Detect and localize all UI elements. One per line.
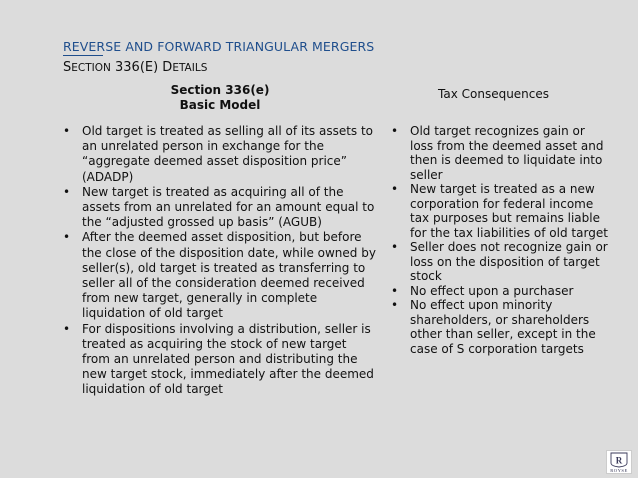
left-bullet-item [63, 124, 376, 185]
right-bullet-item [391, 124, 609, 182]
bullet-text: New target is treated as a new corporation for federal income tax purposes but remains liable for the tax liabilities of old target [410, 182, 608, 240]
royse-logo-mark [607, 451, 631, 473]
right-bullet-item [391, 298, 609, 356]
bullet-icon: • [63, 230, 71, 245]
subtitle-part: ETAILS [172, 62, 208, 74]
left-bullet-list [63, 124, 376, 398]
kicker-underline [63, 55, 103, 56]
slide-kicker: REVERSE AND FORWARD TRIANGULAR MERGERS [63, 39, 375, 54]
subtitle-part: S [63, 60, 72, 75]
bullet-text: No effect upon minority shareholders, or shareholders other than seller, except in the case of S corporation targets [410, 298, 596, 356]
left-bullet-item [63, 230, 376, 321]
subtitle-part: 336(E) D [110, 60, 173, 75]
bullet-icon: • [391, 124, 399, 138]
subtitle-part: ECTION [71, 62, 111, 74]
svg-text:R: R [615, 455, 623, 466]
bullet-text: For dispositions involving a distribution, seller is treated as acquiring the stock of new target from an unrelated person and distributing the new target stock, immediately after the deemed liquidation of old target [82, 321, 374, 397]
bullet-text: New target is treated as acquiring all of the assets from an unrelated for an amount equal to the “adjusted grossed up basis” (AGUB) [82, 184, 375, 230]
left-bullet-item [63, 322, 376, 398]
bullet-icon: • [63, 321, 71, 336]
bullet-icon: • [391, 283, 399, 298]
right-bullet-item [391, 182, 609, 240]
left-heading-line1: Section 336(e) [170, 83, 270, 97]
bullet-text: Old target is treated as selling all of its assets to an unrelated person in exchange for the “aggregate deemed asset disposition price” (ADADP) [82, 124, 374, 184]
left-column-heading [160, 83, 280, 113]
right-bullet-item [391, 284, 609, 299]
bullet-icon: • [63, 124, 71, 138]
slide-subtitle [63, 60, 207, 75]
bullet-icon: • [63, 184, 71, 199]
right-column-heading: Tax Consequences [438, 87, 550, 101]
bullet-text: No effect upon a purchaser [410, 283, 574, 298]
logo-text: ROYSE [610, 468, 628, 473]
bullet-icon: • [391, 298, 399, 312]
right-bullet-item [391, 240, 609, 284]
right-bullet-list [391, 124, 609, 356]
bullet-text: Seller does not recognize gain or loss on the disposition of target stock [410, 240, 608, 283]
left-heading-line2: Basic Model [179, 98, 261, 112]
left-bullet-item [63, 185, 376, 231]
bullet-icon: • [391, 182, 399, 196]
bullet-text: After the deemed asset disposition, but before the close of the disposition date, while owned by seller(s), old target is treated as transferring to seller all of the consideration deemed received from new target, generally in complete liquidation of old target [82, 230, 376, 321]
royse-logo-icon [606, 450, 632, 474]
bullet-icon: • [391, 240, 399, 254]
bullet-text: Old target recognizes gain or loss from the deemed asset and then is deemed to liquidate into seller [410, 124, 604, 182]
